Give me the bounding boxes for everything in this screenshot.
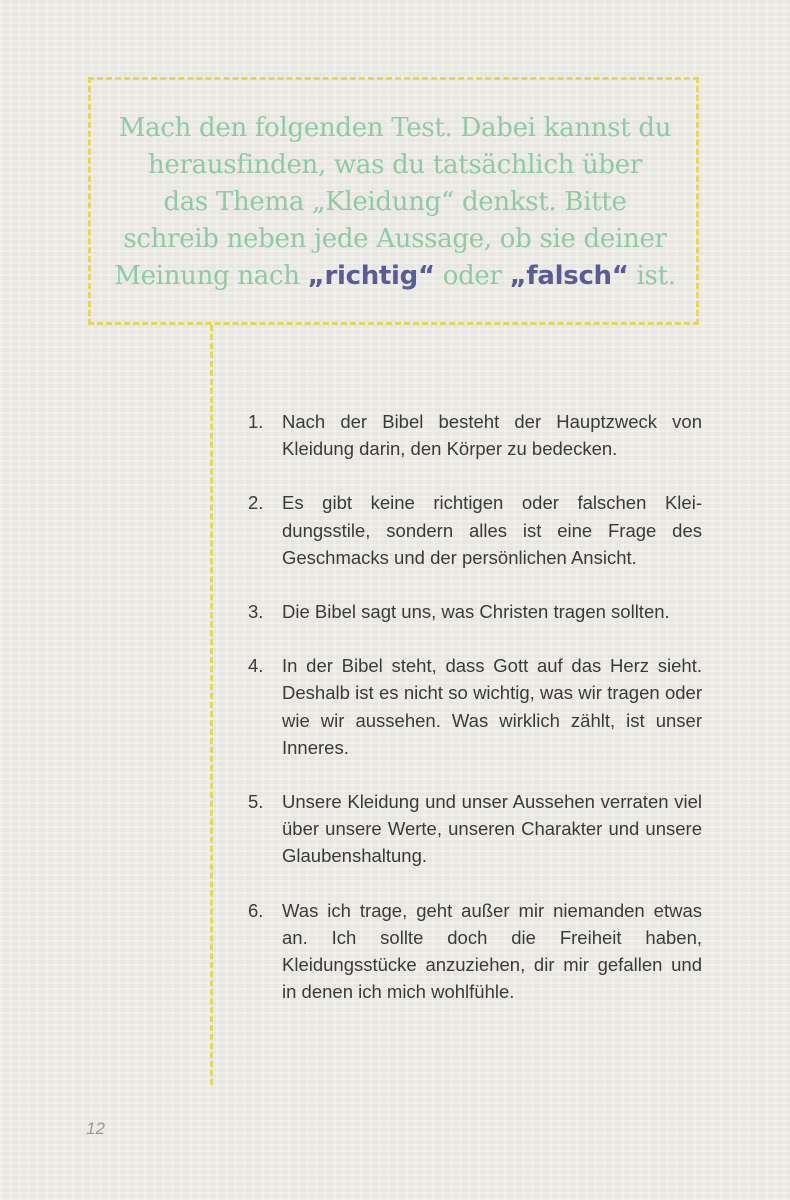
statement-item (248, 788, 702, 870)
statement-number: 2. (248, 492, 264, 514)
statement-item (248, 489, 702, 571)
statement-text: Es gibt keine richtigen oder falschen Kleidungsstile, sondern alles ist eine Frage des Geschmacks und der persönlichen Ansicht. (282, 492, 702, 568)
intro-line: schreib neben jede Aussage, ob sie deiner (123, 224, 667, 254)
intro-last-line-suffix: ist. (628, 261, 676, 291)
statement-number: 6. (248, 899, 264, 921)
statement-text: Die Bibel sagt uns, was Christen tragen sollten. (282, 601, 670, 623)
statement-text: In der Bibel steht, dass Gott auf das Herz sieht. Deshalb ist es nicht so wichtig, was wir tragen oder wie wir aussehen. Was wirklich zählt, ist unser Inneres. (282, 655, 702, 758)
intro-instructions (100, 110, 690, 295)
intro-line: Mach den folgenden Test. Dabei kannst du (118, 113, 672, 143)
intro-line: das Thema „Kleidung“ denkst. Bitte (163, 187, 627, 217)
statement-list (248, 408, 702, 1032)
keyword-richtig: „richtig“ (307, 261, 435, 291)
dashed-connector-line (210, 325, 213, 1085)
intro-last-line-prefix: Meinung nach (114, 261, 308, 291)
statement-number: 5. (248, 791, 264, 813)
statement-item (248, 408, 702, 462)
statement-number: 4. (248, 655, 264, 677)
statement-text: Nach der Bibel besteht der Hauptzweck von Kleidung darin, den Körper zu bedecken. (282, 411, 702, 460)
statement-item (248, 652, 702, 761)
statement-item (248, 897, 702, 1006)
intro-last-line-middle: oder (434, 261, 510, 291)
statement-text: Was ich trage, geht außer mir niemanden etwas an. Ich sollte doch die Freiheit haben, Kleidungsstücke anzuziehen, dir mir gefallen und in denen ich mich wohlfühle. (282, 899, 702, 1003)
statement-number: 3. (248, 601, 264, 623)
keyword-falsch: „falsch“ (509, 261, 629, 291)
statement-text: Unsere Kleidung und unser Aussehen verraten viel über unsere Werte, unseren Charakter und unsere Glaubenshaltung. (282, 791, 702, 867)
page-number: 12 (86, 1119, 105, 1138)
statement-item (248, 598, 702, 625)
intro-line: herausfinden, was du tatsächlich über (147, 150, 642, 180)
intro-last-line (100, 258, 690, 295)
statement-number: 1. (248, 411, 264, 432)
